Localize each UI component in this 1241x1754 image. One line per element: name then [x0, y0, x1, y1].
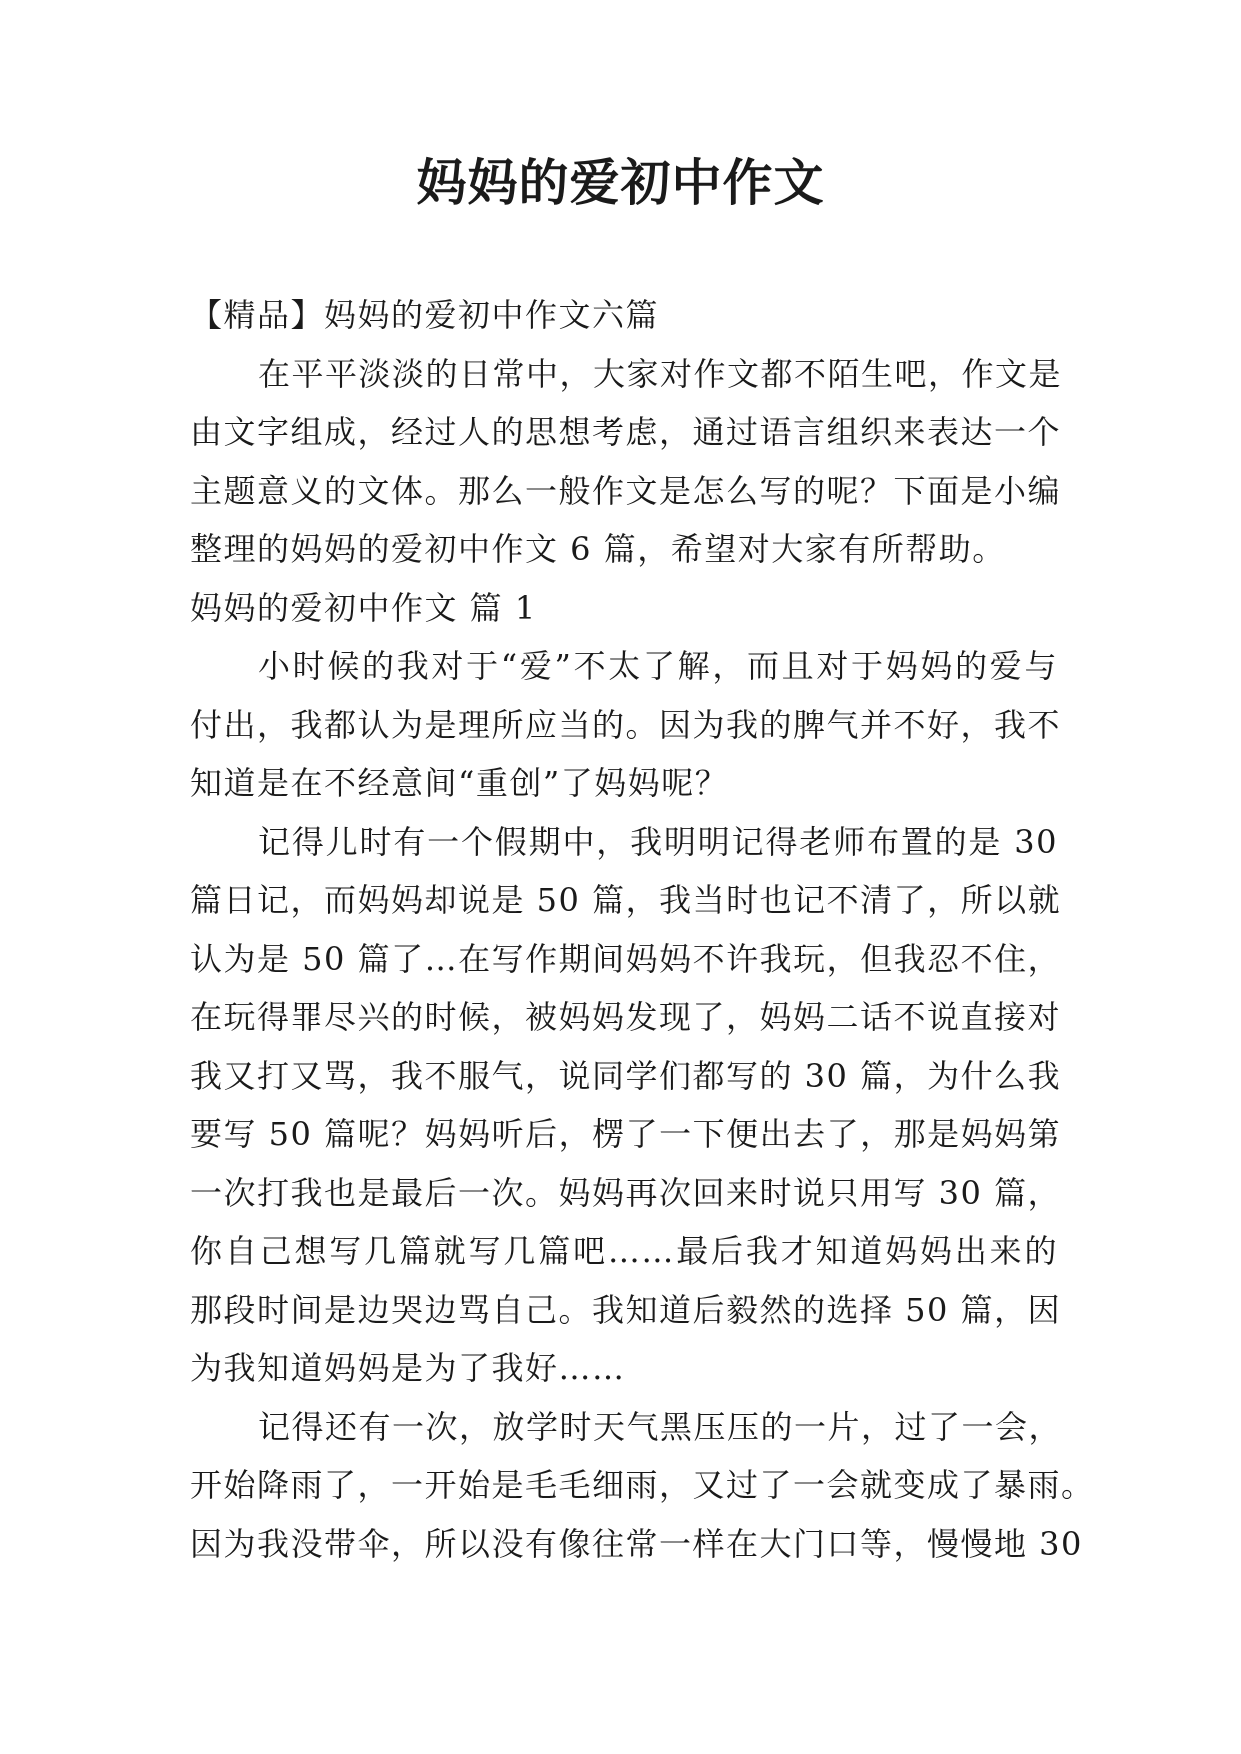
- text-line: 知道是在不经意间“重创”了妈妈呢？: [190, 764, 729, 802]
- text-line: 认为是 50 篇了…在写作期间妈妈不许我玩，但我忍不住，: [190, 939, 1062, 978]
- text-line: 因为我没带伞，所以没有像往常一样在大门口等，慢慢地 30: [190, 1524, 1083, 1563]
- essay-body: [190, 286, 1095, 1573]
- text-line: 记得儿时有一个假期中，我明明记得老师布置的是 30: [258, 822, 1058, 861]
- text-line: 为我知道妈妈是为了我好……: [190, 1349, 626, 1387]
- text-line: 在平平淡淡的日常中，大家对作文都不陌生吧，作文是: [258, 354, 1063, 393]
- page-title: 妈妈的爱初中作文: [416, 153, 825, 212]
- text-line: 要写 50 篇呢？妈妈听后，楞了一下便出去了，那是妈妈第: [190, 1115, 1062, 1153]
- text-line: 整理的妈妈的爱初中作文 6 篇，希望对大家有所帮助。: [190, 530, 1006, 568]
- text-line: 由文字组成，经过人的思想考虑，通过语言组织来表达一个: [190, 413, 1062, 451]
- text-line: 主题意义的文体。那么一般作文是怎么写的呢？下面是小编: [190, 471, 1062, 510]
- text-line: 一次打我也是最后一次。妈妈再次回来时说只用写 30 篇，: [190, 1173, 1062, 1212]
- text-line: 妈妈的爱初中作文 篇 1: [190, 588, 537, 627]
- text-line: 在玩得罪尽兴的时候，被妈妈发现了，妈妈二话不说直接对: [190, 998, 1062, 1036]
- text-line: 小时候的我对于“爱”不太了解，而且对于妈妈的爱与: [258, 647, 1058, 685]
- text-line: 我又打又骂，我不服气，说同学们都写的 30 篇，为什么我: [190, 1056, 1062, 1095]
- text-line: 你自己想写几篇就写几篇吧……最后我才知道妈妈出来的: [190, 1232, 1058, 1270]
- text-line: 付出，我都认为是理所应当的。因为我的脾气并不好，我不: [190, 705, 1062, 744]
- text-line: 篇日记，而妈妈却说是 50 篇，我当时也记不清了，所以就: [190, 881, 1062, 919]
- text-line: 【精品】妈妈的爱初中作文六篇: [190, 296, 660, 334]
- text-line: 那段时间是边哭边骂自己。我知道后毅然的选择 50 篇，因: [190, 1290, 1062, 1329]
- text-line: 记得还有一次，放学时天气黑压压的一片，过了一会，: [258, 1407, 1063, 1446]
- text-line: 开始降雨了，一开始是毛毛细雨，又过了一会就变成了暴雨。: [190, 1466, 1095, 1504]
